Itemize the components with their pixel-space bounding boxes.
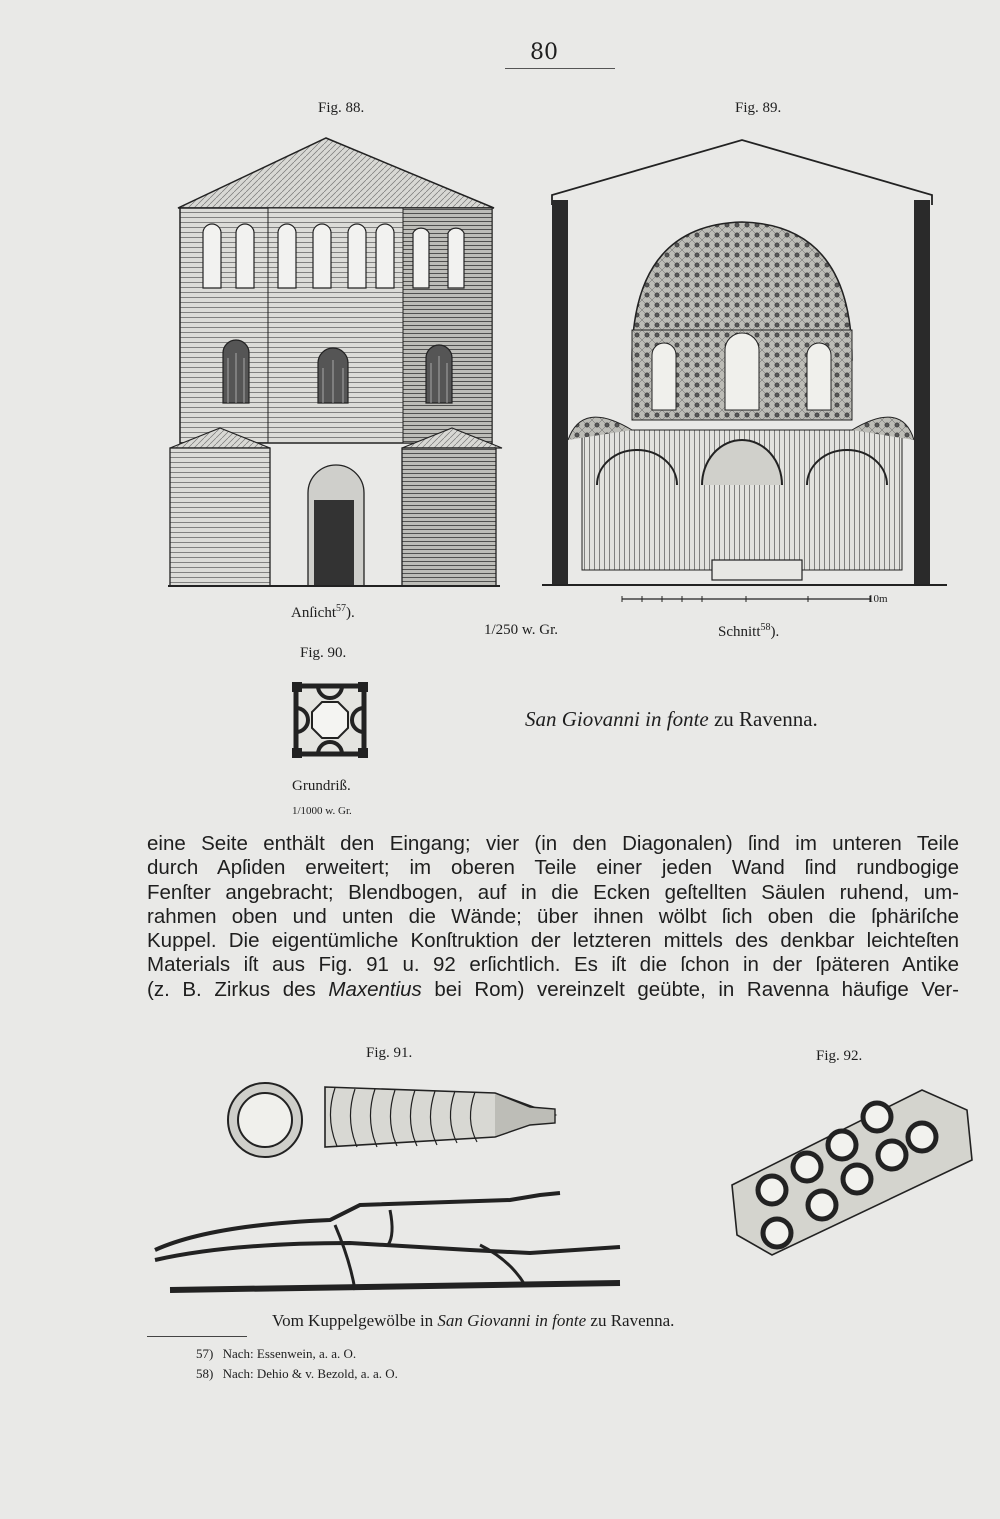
body-line-7 bbox=[147, 978, 959, 1002]
fig88-label: Fig. 88. bbox=[318, 100, 365, 116]
page-number: 80 bbox=[530, 40, 558, 65]
fig88-caption-text: Anſicht bbox=[291, 605, 336, 621]
body-line-6: Materials iſt aus Fig. 91 u. 92 erſichtlich. Es iſt die ſchon in der ſpäteren Antike bbox=[147, 953, 959, 977]
body-line-1: eine Seite enthält den Eingang; vier (in den Diagonalen) ſind im unteren Teile bbox=[147, 832, 959, 855]
body-line-3: Fenſter angebracht; Blendbogen, auf in die Ecken geſtellten Säulen ruhend, um- bbox=[147, 880, 959, 904]
fig89-caption bbox=[718, 622, 779, 641]
fig88-caption-suffix: ). bbox=[346, 605, 355, 621]
body-line-7-before: (z. B. Zirkus des bbox=[147, 977, 329, 1001]
scale-bar bbox=[622, 596, 882, 606]
footnote-58 bbox=[196, 1366, 398, 1382]
footnote-57-text: Nach: Essenwein, a. a. O. bbox=[222, 1346, 357, 1361]
fig88-ref: 57 bbox=[336, 603, 346, 614]
scale-end-label: 10m bbox=[868, 593, 888, 605]
figure-title-suffix: zu Ravenna. bbox=[713, 707, 818, 731]
fig88-caption bbox=[291, 603, 355, 622]
fig90-scale: 1/1000 w. Gr. bbox=[292, 805, 352, 817]
body-line-7-after: bei Rom) vereinzelt geübte, in Ravenna häufige Ver- bbox=[421, 977, 960, 1001]
bottom-caption-italic: San Giovanni in fonte bbox=[437, 1311, 587, 1330]
bottom-caption-after: zu Ravenna. bbox=[586, 1311, 675, 1330]
scale-note: 1/250 w. Gr. bbox=[484, 622, 559, 638]
footnote-rule bbox=[147, 1336, 247, 1337]
footnote-57-num: 57) bbox=[196, 1346, 214, 1361]
body-text bbox=[147, 832, 959, 1002]
fig90-label: Fig. 90. bbox=[300, 645, 347, 661]
footnote-58-text: Nach: Dehio & v. Bezold, a. a. O. bbox=[222, 1366, 398, 1381]
fig91-92-caption bbox=[272, 1311, 674, 1331]
page-number-rule bbox=[505, 68, 615, 69]
body-line-5: Kuppel. Die eigentümliche Konſtruktion der letzteren mittels des denkbar leichteſten bbox=[147, 929, 959, 953]
fig90-plan-drawing bbox=[290, 680, 370, 760]
footnote-58-num: 58) bbox=[196, 1366, 214, 1381]
fig91-pottery-tubes-drawing bbox=[150, 1075, 625, 1300]
figure-title-italic: San Giovanni in fonte bbox=[525, 707, 709, 731]
body-line-2: durch Apſiden erweitert; im oberen Teile einer jeden Wand ſind rundbogige bbox=[147, 856, 959, 880]
fig89-ref: 58 bbox=[760, 622, 771, 633]
footnote-57 bbox=[196, 1346, 356, 1362]
bottom-caption-before: Vom Kuppelgewölbe in bbox=[272, 1311, 438, 1330]
fig89-section-drawing bbox=[542, 140, 947, 595]
figure-title bbox=[525, 707, 818, 732]
fig89-caption-text: Schnitt bbox=[718, 624, 761, 640]
body-line-7-italic: Maxentius bbox=[328, 977, 422, 1001]
body-line-4: rahmen oben und unten die Wände; über ihnen wölbt ſich oben die ſphäriſche bbox=[147, 904, 959, 928]
fig92-tube-bed-drawing bbox=[722, 1075, 977, 1260]
fig90-caption: Grundriß. bbox=[292, 778, 351, 794]
fig89-label: Fig. 89. bbox=[735, 100, 782, 116]
fig88-elevation-drawing bbox=[168, 138, 498, 588]
fig89-caption-suffix: ). bbox=[770, 624, 780, 640]
fig91-label: Fig. 91. bbox=[366, 1045, 413, 1061]
fig92-label: Fig. 92. bbox=[816, 1048, 863, 1064]
